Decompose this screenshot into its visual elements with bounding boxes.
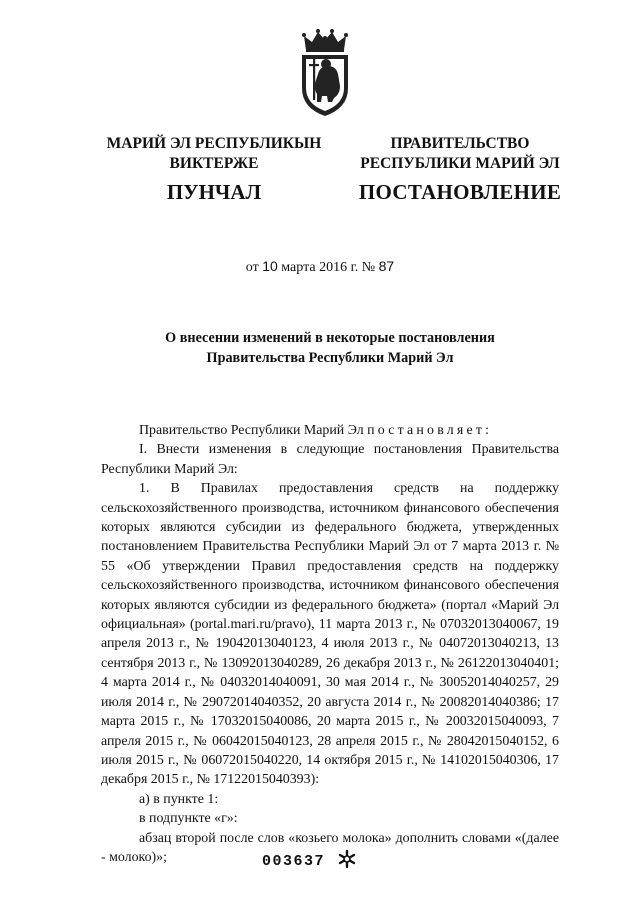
intro-verb: постановляет: — [367, 423, 493, 438]
paragraph-2: 1. В Правилах предоставления средств на поддержку сельскохозяйственного производства, источником финансового обеспечения которых являются субсидии из федерального бюджета, утвержденных постановлением Правительства Республики Марий Эл от 7 марта 2013 г. № 55 «Об утверждении Правил предоставления средств на поддержку сельскохозяйственного производства, источником финансового обеспечения которых являются субсидии из федерального бюджета» (портал «Марий Эл официальная» (portal.mari.ru/pravo), 11 марта 2013 г., № 07032013040067, 19 апреля 2013 г., № 19042013040123, 4 июля 2013 г., № 04072013040213, 13 сентября 2013 г., № 13092013040289, 26 декабря 2013 г., № 26122013040401; 4 марта 2014 г., № 04032014040091, 30 мая 2014 г., № 30052014040257, 29 июля 2014 г., № 29072014040352, 20 августа 2014 г., № 20082014040386; 17 марта 2015 г., № 17032015040086, 20 марта 2015 г., № 20032015040093, 7 апреля 2015 г., № 06042015040123, 28 апреля 2015 г., № 28042015040152, 6 июля 2015 г., № 06072015040220, 14 октября 2015 г., № 14102015040306, 17 декабря 2015 г., № 17122015040393): — [101, 481, 559, 788]
header-left-line1: МАРИЙ ЭЛ РЕСПУБЛИКЫН — [106, 135, 322, 152]
title-line1: О внесении изменений в некоторые постановления — [165, 330, 495, 346]
header-right-authority — [352, 134, 568, 174]
intro-subject: Правительство Республики Марий Эл — [139, 423, 364, 438]
date-prefix: от — [245, 260, 259, 275]
asterisk-mark-icon — [337, 849, 357, 869]
header-left-line2: ВИКТЕРЖЕ — [169, 155, 259, 172]
header-left-authority — [96, 134, 332, 174]
serial-number: 003637 — [262, 853, 326, 870]
document-date-line — [0, 258, 640, 276]
paragraph-1: I. Внести изменения в следующие постановления Правительства Республики Марий Эл: — [101, 442, 559, 477]
header-right-line1: ПРАВИТЕЛЬСТВО — [390, 135, 530, 152]
document-body — [101, 421, 559, 867]
paragraph-5: абзац второй после слов «козьего молока» дополнить словами «(далее - молоко)»; — [101, 830, 559, 865]
coat-of-arms-emblem — [296, 28, 354, 118]
header-right-line2: РЕСПУБЛИКИ МАРИЙ ЭЛ — [360, 155, 560, 172]
date-day: 10 — [262, 258, 278, 274]
title-line2: Правительства Республики Марий Эл — [206, 350, 454, 366]
intro-paragraph — [101, 421, 559, 440]
paragraph-3: а) в пункте 1: — [139, 791, 219, 807]
document-number: 87 — [378, 258, 395, 274]
document-title — [100, 328, 560, 368]
date-month-year: марта 2016 г. № — [281, 260, 376, 275]
document-type-left: ПУНЧАЛ — [166, 180, 262, 204]
document-type-right: ПОСТАНОВЛЕНИЕ — [358, 180, 562, 204]
paragraph-4: в подпункте «г»: — [139, 811, 238, 827]
